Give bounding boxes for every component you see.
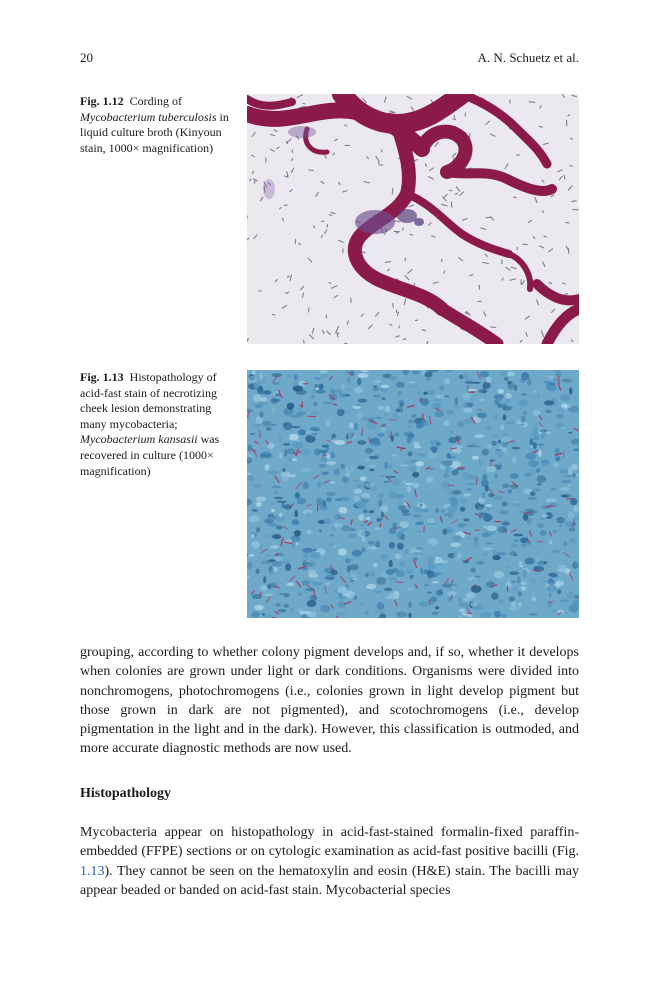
figure-label: Fig. 1.12 <box>80 94 124 108</box>
caption-text: in liquid culture broth (Kinyoun stain, 1000× magnification) <box>80 109 229 155</box>
figure-caption-1-12 <box>80 94 230 156</box>
caption-species-italic: Mycobacterium tuberculosis <box>80 109 217 124</box>
page-number: 20 <box>80 50 93 65</box>
running-head-authors: A. N. Schuetz et al. <box>477 50 579 65</box>
caption-text: Cording of <box>129 94 183 108</box>
figure-label: Fig. 1.13 <box>80 370 124 384</box>
caption-species-italic: Mycobacterium kansasii <box>80 432 198 447</box>
body-paragraph-histopathology <box>80 823 579 900</box>
running-header <box>80 50 579 68</box>
section-heading-histopathology: Histopathology <box>80 786 172 801</box>
paragraph-text: Mycobacteria appear on histopathology in acid-fast-stained formalin-fixed paraffin-embedded (FFPE) sections or on cytologic examination as acid-fast positive bacilli (Fig. <box>80 825 579 860</box>
figure-image-histopathology-micrograph <box>247 370 579 618</box>
figure-reference-link[interactable]: 1.13 <box>80 863 105 879</box>
figure-image-cording-micrograph <box>247 94 579 344</box>
paragraph-text: ). They cannot be seen on the hematoxylin and eosin (H&E) stain. The bacilli may appear beaded or banded on acid-fast stain. Mycobacterial species <box>80 863 579 898</box>
caption-text: was recovered in culture (1000× magnification) <box>80 432 220 478</box>
body-paragraph-pigment-grouping <box>80 643 579 759</box>
paragraph-text: grouping, according to whether colony pigment develops and, if so, whether it develops when colonies are grown under light or dark conditions. Organisms were divided into nonchromogens, photochromogens (i.e., colonies grown in light develop pigment but those grown in dark are not pigmented), and scotochromogens (i.e., develop pigmentation in the light and in the dark). However, this classification is outmoded, and more accurate diagnostic methods are now used. <box>80 645 579 757</box>
figure-caption-1-13 <box>80 370 230 479</box>
caption-text: Histopathology of acid-fast stain of necrotizing cheek lesion demonstrating many mycobacteria; <box>80 370 217 431</box>
